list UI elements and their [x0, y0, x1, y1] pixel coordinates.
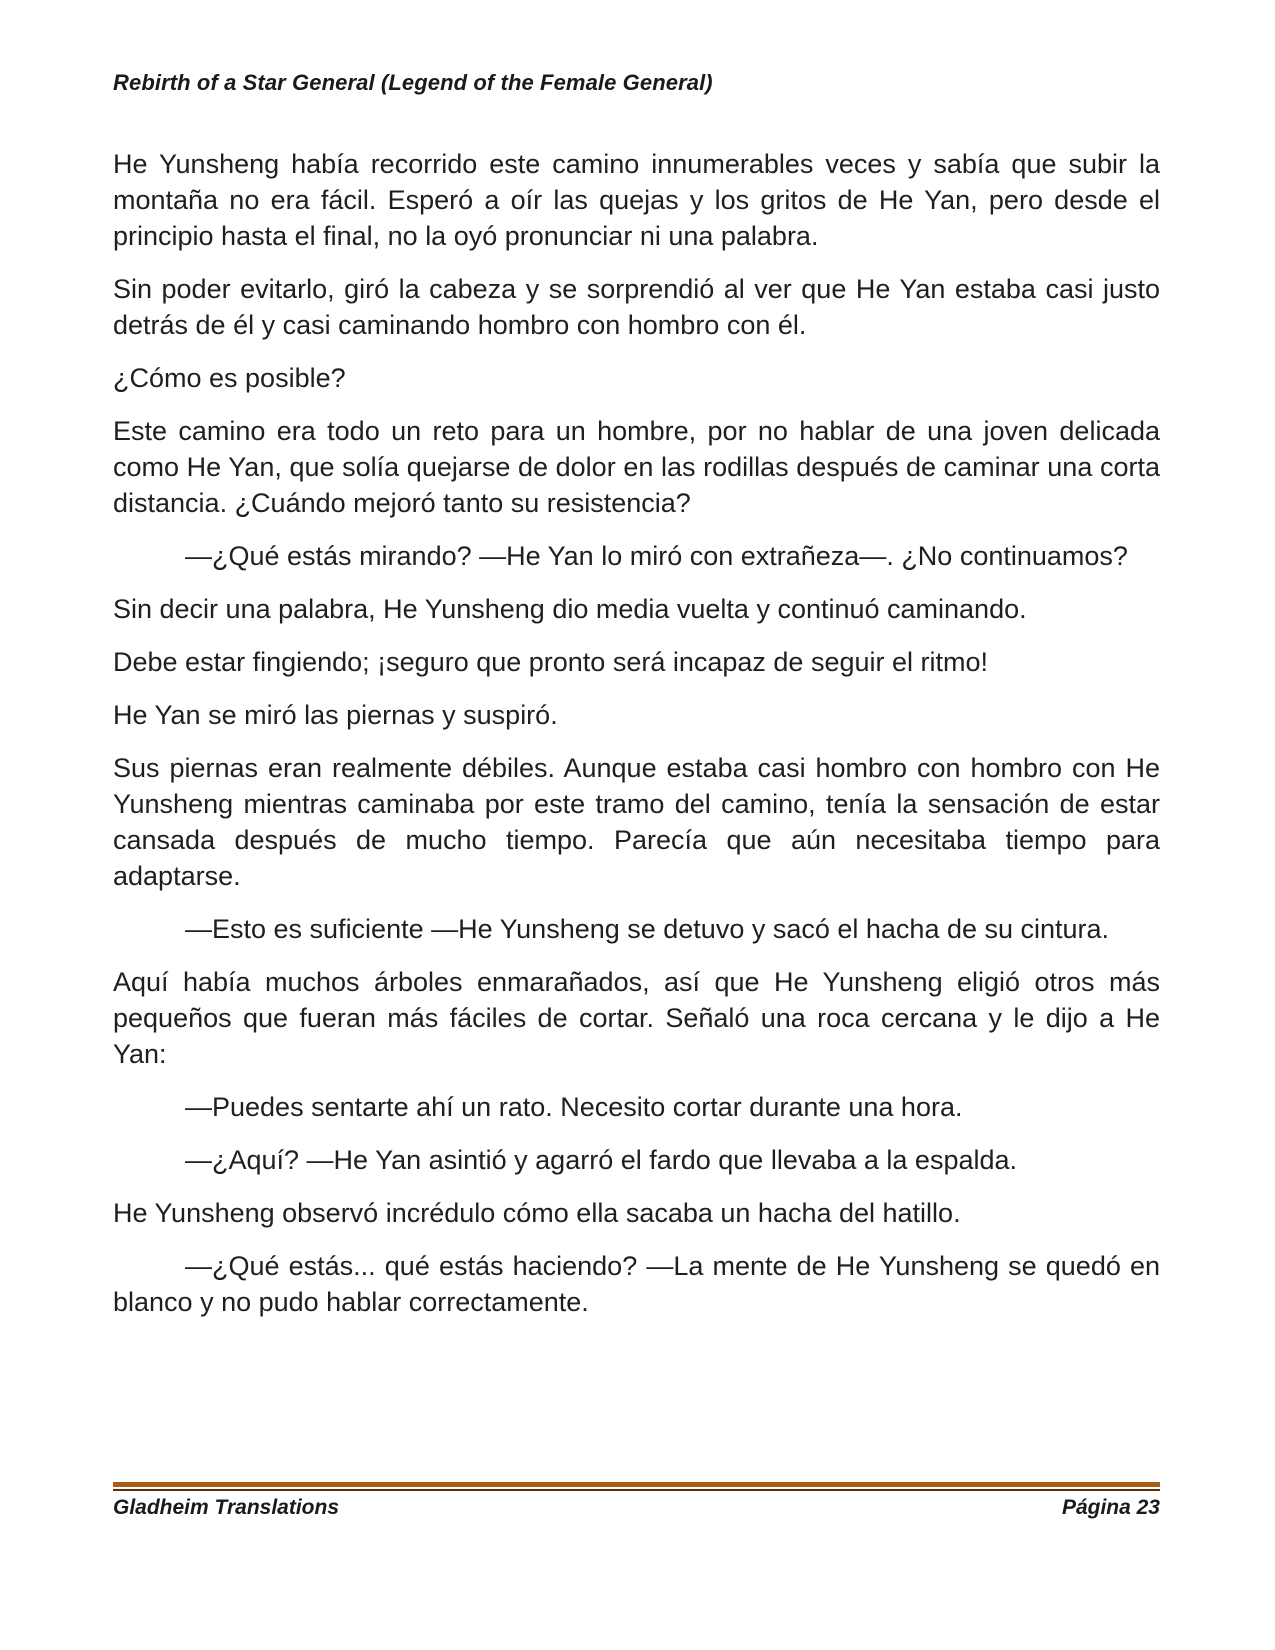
paragraph: He Yan se miró las piernas y suspiró. [113, 700, 558, 730]
paragraph: Aquí había muchos árboles enmarañados, así que He Yunsheng eligió otros más pequeños que fueran más fáciles de cortar. Señaló una roca cercana y le dijo a He Yan: [113, 967, 1160, 1069]
footer-translator: Gladheim Translations [113, 1496, 340, 1519]
page-body [113, 146, 1160, 1337]
paragraph: He Yunsheng había recorrido este camino innumerables veces y sabía que subir la montaña no era fácil. Esperó a oír las quejas y los gritos de He Yan, pero desde el principio hasta el final, no la oyó pronunciar ni una palabra. [113, 149, 1160, 251]
paragraph: Sin poder evitarlo, giró la cabeza y se sorprendió al ver que He Yan estaba casi justo detrás de él y casi caminando hombro con hombro con él. [113, 274, 1160, 340]
paragraph: He Yunsheng observó incrédulo cómo ella sacaba un hacha del hatillo. [113, 1198, 961, 1228]
paragraph-dialogue: —Puedes sentarte ahí un rato. Necesito cortar durante una hora. [185, 1092, 963, 1122]
paragraph-dialogue: —¿Qué estás... qué estás haciendo? —La mente de He Yunsheng se quedó en blanco y no pudo hablar correctamente. [113, 1251, 1160, 1317]
paragraph-dialogue: —Esto es suficiente —He Yunsheng se detuvo y sacó el hacha de su cintura. [185, 914, 1110, 944]
paragraph: ¿Cómo es posible? [113, 363, 346, 393]
paragraph: Sin decir una palabra, He Yunsheng dio media vuelta y continuó caminando. [113, 594, 1027, 624]
paragraph-dialogue: —¿Qué estás mirando? —He Yan lo miró con extrañeza—. ¿No continuamos? [185, 541, 1128, 571]
paragraph: Sus piernas eran realmente débiles. Aunque estaba casi hombro con hombro con He Yunsheng mientras caminaba por este tramo del camino, tenía la sensación de estar cansada después de mucho tiempo. Parecía que aún necesitaba tiempo para adaptarse. [113, 753, 1160, 891]
footer-rule-thin [113, 1489, 1160, 1491]
paragraph: Este camino era todo un reto para un hombre, por no hablar de una joven delicada como He Yan, que solía quejarse de dolor en las rodillas después de caminar una corta distancia. ¿Cuándo mejoró tanto su resistencia? [113, 416, 1160, 518]
paragraph-dialogue: —¿Aquí? —He Yan asintió y agarró el fardo que llevaba a la espalda. [185, 1145, 1018, 1175]
page-header-title: Rebirth of a Star General (Legend of the Female General) [113, 70, 713, 95]
paragraph: Debe estar fingiendo; ¡seguro que pronto será incapaz de seguir el ritmo! [113, 647, 989, 677]
footer-rule [113, 1482, 1160, 1491]
footer-page-number: Página 23 [1061, 1496, 1160, 1519]
